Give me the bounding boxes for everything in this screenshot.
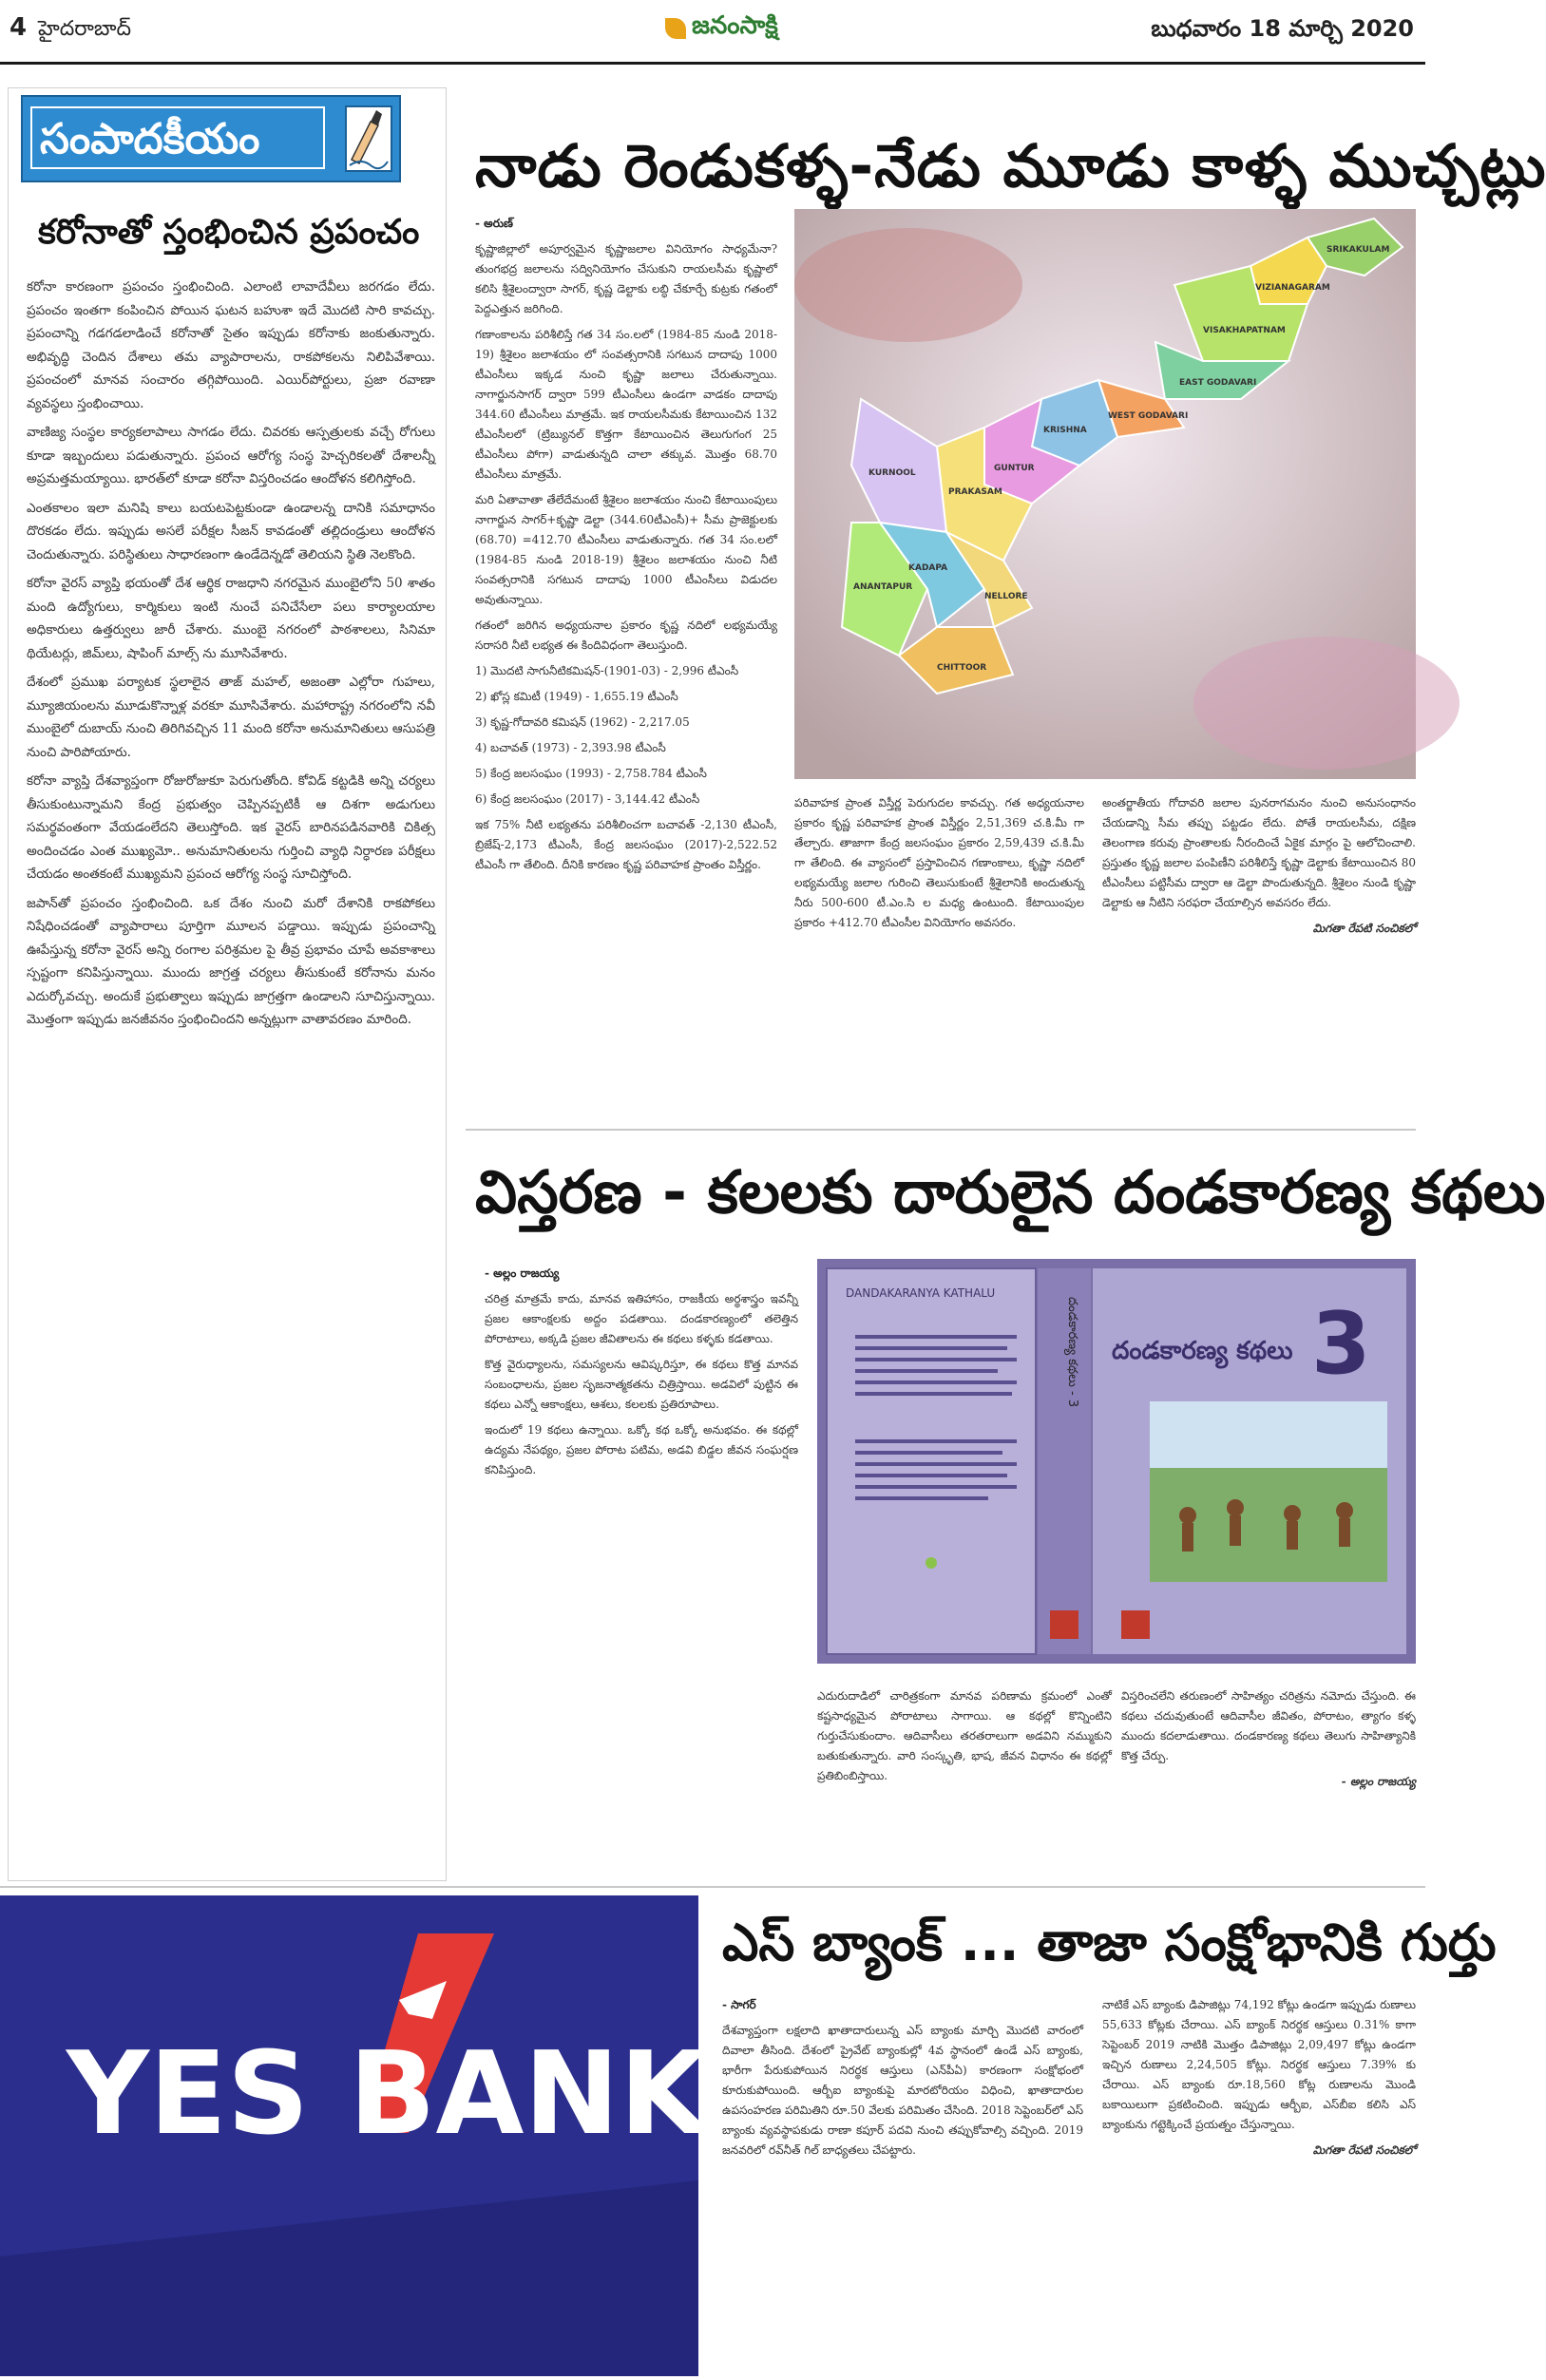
editorial-paragraph: కరోనా వ్యాప్తి దేశవ్యాప్తంగా రోజురోజుకూ పెరుగుతోంది. కోవిడ్ కట్టడికి అన్ని చర్యలు తీసుకుంటున్నామని కేంద్ర ప్రభుత్వం చెప్పినప్పటికీ ఆ దిశగా అడుగులు సమర్థవంతంగా వేయడంలేదని తెలుస్తోంది. ఇక వైరస్ బారినపడినవారికి చికిత్స అందించడం ఎంత ముఖ్యమో.. అనుమానితులను గుర్తించి వ్యాధి నిర్ధారణ పరీక్షలు చేయడం అంతకంటే ముఖ్యమని ప్రపంచ ఆరోగ్య సంస్థ సూచిస్తోంది. <box>27 773 435 882</box>
map-label: VIZIANAGARAM <box>1255 283 1330 293</box>
article2-paragraph: చరిత్ర మాత్రమే కాదు, మానవ ఇతిహాసం, రాజకీయ అర్థశాస్త్రం ఇవన్నీ ప్రజల ఆకాంక్షలకు అద్దం పడతాయి. దండకారణ్యంలో తలెత్తిన పోరాటాలు, అక్కడి ప్రజల జీవితాలను ఈ కథలు కళ్ళకు కడతాయి. <box>485 1292 798 1345</box>
continued-note: మిగతా రేపటి సంచికలో <box>1312 2143 1416 2157</box>
section-divider <box>0 1886 1425 1888</box>
article3-byline: - సాగర్ <box>722 1998 756 2011</box>
ap-map-photo <box>794 209 1416 779</box>
map-label: SRIKAKULAM <box>1327 245 1390 255</box>
map-label: CHITTOOR <box>937 663 987 673</box>
editorial-paragraph: దేశంలో ప్రముఖ పర్యాటక స్థలాలైన తాజ్ మహల్, అజంతా ఎల్లోరా గుహలు, మ్యూజియంలను మూడుకొన్నాళ్ల వరకూ మూసివేశారు. మహారాష్ట్ర నగరంలోని నవీ ముంబైలో దుబాయ్ నుంచి తిరిగివచ్చిన 11 మంది కరోనా అనుమానితులు ఆసుపత్రి నుంచి పారిపోయారు. <box>27 675 435 760</box>
editorial-paragraph: కరోనా కారణంగా ప్రపంచం స్తంభించింది. ఎలాంటి లావాదేవీలు జరగడం లేదు. ప్రపంచం ఇంతగా కంపించిన పోయిన ఘటన బహుశా ఇదే మొదటి సారి కావచ్చు. ప్రపంచాన్ని గడగడలాడించే కరోనాతో సైతం ఇప్పుడు కరోనాకు జంకుతున్నారు. అభివృద్ధి చెందిన దేశాలు తమ వ్యాపారాలను, రాకపోకలను నిలిపివేశాయి. ప్రపంచంలో మానవ సంచారం తగ్గిపోయింది. ఎయిర్‌పోర్టులు, ప్రజా రవాణా వ్యవస్థలు స్తంభించాయి. <box>27 279 435 411</box>
map-label: KURNOOL <box>868 468 916 478</box>
leaf-logo-icon <box>665 18 686 39</box>
article1-paragraph: మరి ఏతావాతా తేలేదేమంటే శ్రీశైలం జలాశయం నుంచి కేటాయింపులు నాగార్జున సాగర్+కృష్ణా డెల్టా (344.60టీఎంసీ)+ సీమ ప్రాజెక్టులకు (68.70) =412.70 టీఎంసీలు వాడుతున్నారు. గత 34 సం.లలో (1984-85 నుండి 2018-19) శ్రీశైలం జలాశయం నుంచి నీటి సంవత్సరానికి సగటున దాదాపు 1000 టీఎంసీలు విడుదల అవుతున్నాయి. <box>475 493 777 606</box>
book-cover-photo <box>817 1259 1416 1664</box>
book-title-telugu: దండకారణ్య కథలు <box>1112 1337 1293 1365</box>
page-header <box>0 0 1425 65</box>
article1-paragraph: గతంలో జరిగిన అధ్యయనాల ప్రకారం కృష్ణ నదిలో లభ్యమయ్యే సరాసరి నీటి లభ్యత ఈ కిందివిధంగా తెలుస్తుంది. <box>475 619 777 652</box>
section-divider <box>466 1129 1416 1131</box>
article1-table-note: ఇక 75% నీటి లభ్యతను పరిశీలించగా బచావత్ -2,130 టీఎంసీ, బ్రిజేష్-2,173 టీఎంసీ, కేంద్ర జలసంఘం (2017)-2,522.52 టీఎంసీ గా తేలింది. దీనికి కారణం కృష్ణ పరివాహక ప్రాంతం విస్తీర్ణం. <box>475 818 777 871</box>
masthead-title: జనంసాక్షి <box>692 11 778 40</box>
editorial-paragraph: కరోనా వైరస్ వ్యాప్తి భయంతో దేశ ఆర్థిక రాజధాని నగరమైన ముంబైలోని 50 శాతం మంది ఉద్యోగులు, కార్మికులు ఇంటి నుంచే పనిచేసేలా పలు కార్యాలయాల అధికారులు ఉత్తర్వులు జారీ చేశారు. ముంబై నగరంలో పాఠశాలలు, సినిమా థియేటర్లు, జిమ్‌లు, షాపింగ్ మాల్స్ ను మూసివేశారు. <box>27 576 435 661</box>
article2-paragraph: ఇందులో 19 కథలు ఉన్నాయి. ఒక్కో కథ ఒక్కో అనుభవం. ఈ కథల్లో ఉద్యమ నేపథ్యం, ప్రజల పోరాట పటిమ, అడవి బిడ్డల జీవన సంఘర్షణ కనిపిస్తుంది. <box>485 1423 798 1476</box>
masthead <box>665 11 778 46</box>
article2-column-2 <box>817 1686 1112 1876</box>
map-label: VISAKHAPATNAM <box>1203 326 1286 335</box>
article1-headline: నాడు రెండుకళ్ళ-నేడు మూడు కాళ్ళ ముచ్చట్లు <box>475 131 1546 200</box>
article1-byline: - అరుణ్ <box>475 217 513 230</box>
yes-bank-image <box>0 1895 708 2376</box>
map-label: EAST GODAVARI <box>1179 378 1257 388</box>
map-label: KADAPA <box>908 563 948 573</box>
article2-paragraph: కొత్త వైరుధ్యాలను, సమస్యలను ఆవిష్కరిస్తూ, ఈ కథలు కొత్త మానవ సంబంధాలను, ప్రజల సృజనాత్మకతను చిత్రిస్తాయి. అడవిలో పుట్టిన ఈ కథలు ఎన్నో ఆకాంక్షలు, ఆశలు, కలలకు ప్రతిరూపాలు. <box>485 1358 798 1411</box>
pen-hand-icon <box>342 103 395 175</box>
article1-paragraph: కృష్ణాజిల్లాలో అపూర్వమైన కృష్ణాజలాల వినియోగం సాధ్యమేనా? తుంగభద్ర జలాలను సద్వినియోగం చేసుకుని రాయలసీమ కృష్ణాలో కలిసి శ్రీశైలంద్వారా సాగర్, కృష్ణ డెల్టాకు లబ్ధి చేకూర్చే కుట్రకు గతంలో పెద్దఎత్తున జరిగింది. <box>475 242 777 315</box>
estimate-row: 1) మొదటి సాగునీటికమిషన్-(1901-03) - 2,996 టీఎంసీ <box>475 664 739 677</box>
editorial-paragraph: ఎంతకాలం ఇలా మనిషి కాలు బయటపెట్టకుండా ఉండాలన్న దానికి సమాధానం దొరకడం లేదు. ఇప్పుడు అసలే పరీక్షల సీజన్ కావడంతో తల్లిదండ్రులు ఆందోళన చెందుతున్నారు. పరిస్థితులు సాధారణంగా ఉండేదెన్నడో తెలియని స్థితి నెలకొంది. <box>27 500 435 562</box>
estimate-row: 3) కృష్ణ-గోదావరి కమిషన్ (1962) - 2,217.05 <box>475 715 690 729</box>
map-label: KRISHNA <box>1043 426 1087 435</box>
article1-column-3 <box>1102 793 1416 1192</box>
article3-column-1 <box>722 1995 1083 2370</box>
editorial-body <box>27 276 435 1872</box>
article1-paragraph: గణాంకాలను పరిశీలిస్తే గత 34 సం.లలో (1984-85 నుండి 2018-19) శ్రీశైలం జలాశయం లో సంవత్సరానికి సగటున దాదాపు 1000 టీఎంసీలు ఇక్కడ నుంచి కృష్ణా జలాలు చేరుతున్నాయి. నాగార్జునసాగర్ ద్వారా 599 టీఎంసీలు ఉండగా వాడకం దాదాపు 344.60 టీఎంసీలు మాత్రమే. ఇక రాయలసీమకు కేటాయించిన 132 టీఎంసీలలో (ట్రిబ్యునల్ కొత్తగా కేటాయించిన తెలుగుగంగ 25 టీఎంసీలు పోగా) వాడుతున్నది చాలా తక్కువ. మొత్తం 68.70 టీఎంసీలు మాత్రమే. <box>475 328 777 481</box>
map-label: WEST GODAVARI <box>1108 411 1189 421</box>
issue-date: బుధవారం 18 మార్చి 2020 <box>1151 15 1414 42</box>
editorial-banner-label: సంపాదకీయం <box>30 106 325 169</box>
article2-author: - అల్లం రాజయ్య <box>1341 1775 1416 1788</box>
map-label: NELLORE <box>984 592 1028 601</box>
estimate-row: 6) కేంద్ర జలసంఘం (2017) - 3,144.42 టీఎంసీ <box>475 792 700 806</box>
article3-column-2 <box>1102 1995 1416 2370</box>
page-number: 4 <box>10 13 28 42</box>
book-covers-illustration <box>817 1259 1416 1664</box>
editorial-paragraph: వాణిజ్య సంస్థల కార్యకలాపాలు సాగడం లేదు. చివరకు ఆస్పత్రులకు వచ్చే రోగులు కూడా ఇబ్బందులు పడుతున్నారు. ప్రపంచ ఆరోగ్య సంస్థ హెచ్చరికలతో దేశాలన్నీ అప్రమత్తమయ్యాయి. భారత్‌లో కూడా కరోనా విస్తరించడం ఆందోళన కలిగిస్తోంది. <box>27 425 435 486</box>
article1-column-2 <box>794 793 1084 1192</box>
article2-left-column <box>485 1264 798 1872</box>
continued-note: మిగతా రేపటి సంచికలో <box>1312 922 1416 935</box>
article1-left-column <box>475 214 777 1173</box>
article2-byline: - అల్లం రాజయ్య <box>485 1266 560 1280</box>
article2-column-3 <box>1121 1686 1416 1876</box>
book-volume-number: 3 <box>1311 1294 1371 1394</box>
map-label: ANANTAPUR <box>853 582 913 592</box>
book-title-english: DANDAKARANYA KATHALU <box>846 1286 996 1300</box>
editorial-title: కరోనాతో స్తంభించిన ప్రపంచం <box>38 213 420 252</box>
estimate-row: 2) ఖోస్ల కమిటీ (1949) - 1,655.19 టీఎంసీ <box>475 690 678 703</box>
estimate-row: 4) బచావత్ (1973) - 2,393.98 టీఎంసీ <box>475 741 666 754</box>
andhra-pradesh-map <box>794 209 1416 779</box>
article2-headline: విస్తరణ - కలలకు దారులైన దండకారణ్య కథలు <box>475 1157 1546 1227</box>
editorial-paragraph: జపాన్‌తో ప్రపంచం స్తంభించింది. ఒక దేశం నుంచి మరో దేశానికి రాకపోకలు నిషేధించడంతో వ్యాపారాలు పూర్తిగా మూలన పడ్డాయి. ఇప్పుడు ప్రపంచాన్ని ఊపేస్తున్న కరోనా వైరస్ అన్ని రంగాల పరిశ్రమల పై తీవ్ర ప్రభావం చూపే అవకాశాలు స్పష్టంగా కనిపిస్తున్నాయి. ముందు జాగ్రత్త చర్యలు తీసుకుంటే కరోనాను మనం ఎదుర్కోవచ్చు. అందుకే ప్రభుత్వాలు ఇప్పుడు జాగ్రత్తగా ఉండాలని సూచిస్తున్నాయి. మొత్తంగా ఇప్పుడు జనజీవనం స్తంభించిందని అన్నట్లుగా వాతావరణం మారింది. <box>27 895 435 1027</box>
edition-city: హైదరాబాద్ <box>38 17 131 41</box>
article2-paragraph: విస్తరించలేని తరుణంలో సాహిత్యం చరిత్రను నమోదు చేస్తుంది. ఈ కథలు చదువుతుంటే ఆదివాసీల జీవితం, పోరాటం, త్యాగం కళ్ళ ముందు కదలాడుతాయి. దండకారణ్య కథలు తెలుగు సాహిత్యానికి కొత్త చేర్పు. <box>1121 1689 1416 1762</box>
yes-bank-wordmark: YES BANK <box>67 2028 708 2161</box>
estimate-row: 5) కేంద్ర జలసంఘం (1993) - 2,758.784 టీఎంసీ <box>475 767 707 780</box>
article1-paragraph: పరివాహక ప్రాంత విస్తీర్ణ పెరుగుదల కావచ్చు. గత అధ్యయనాల ప్రకారం కృష్ణ పరివాహక ప్రాంత విస్తీర్ణం 2,51,369 చ.కి.మీ గా తేల్చారు. తాజాగా కేంద్ర జలసంఘం ప్రకారం 2,59,439 చ.కి.మీ గా తేలింది. ఈ వ్యాసంలో ప్రస్తావించిన గణాంకాలు, కృష్ణా నదిలో లభ్యమయ్యే జలాల గురించి తెలుసుకుంటే శ్రీశైలానికి అందుతున్న నీరు 500-600 టీ.ఎం.సి ల మధ్య ఉంటుంది. కేటాయింపుల ప్రకారం +412.70 టీఎంసీల వినియోగం అవసరం. <box>794 796 1084 929</box>
article3-paragraph: నాటికే ఎస్ బ్యాంకు డిపాజిట్లు 74,192 కోట్లు ఉండగా ఇప్పుడు రుణాలు 55,633 కోట్లకు చేరాయి. ఎస్ బ్యాంక్‌ నిరర్థక ఆస్తులు 0.31% కాగా సెప్టెంబర్ 2019 నాటికి మొత్తం డిపాజిట్లు 2,09,497 కోట్లు ఉండగా ఇచ్చిన రుణాలు 2,24,505 కోట్లు. నిరర్థక ఆస్తులు 7.39% కు చేరాయి. ఎస్ బ్యాంకు రూ.18,560 కోట్ల రుణాలను మొండి బకాయిలుగా ప్రకటించింది. ఇప్పుడు ఆర్బీఐ, ఎస్‌బీఐ కలిసి ఎస్ బ్యాంకును గట్టెక్కించే ప్రయత్నం చేస్తున్నాయి. <box>1102 1998 1416 2131</box>
map-label: PRAKASAM <box>948 487 1002 497</box>
article1-paragraph: అంతర్జాతీయ గోదావరి జలాల పునరాగమనం నుంచి అనుసంధానం చేయడాన్ని సీమ తప్పు పట్టడం లేదు. పోతే రాయలసీమ, దక్షిణ తెలంగాణ కరువు ప్రాంతాలకు నీరందించే ఏకైక మార్గం పై ఆలోచించాలి. ప్రస్తుతం కృష్ణ జలాల పంపిణీని పరిశీలిస్తే కృష్ణా డెల్టాకు కేటాయించిన 80 టీఎంసీలు పట్టిసీమ ద్వారా ఆ డెల్టా పొందుతున్నది. శ్రీశైలం నుండి కృష్ణా డెల్టాకు ఆ నీటిని సరఫరా చేయాల్సిన అవసరం లేదు. <box>1102 796 1416 909</box>
article2-paragraph: ఎదురుదాడిలో చారిత్రకంగా మానవ పరిణామ క్రమంలో ఎంతో కష్టసాధ్యమైన పోరాటాలు సాగాయి. ఆ కథల్లో కొన్నింటిని గుర్తుచేసుకుందాం. ఆదివాసీలు తరతరాలుగా అడవిని నమ్ముకుని బతుకుతున్నారు. వారి సంస్కృతి, భాష, జీవన విధానం ఈ కథల్లో ప్రతిబింబిస్తాయి. <box>817 1689 1112 1782</box>
book-spine-title: దండకారణ్య కథలు - 3 <box>1065 1297 1079 1408</box>
article3-paragraph: దేశవ్యాప్తంగా లక్షలాది ఖాతాదారులున్న ఎస్ బ్యాంకు మార్చి మొదటి వారంలో దివాలా తీసింది. దేశంలో ప్రైవేట్ బ్యాంకుల్లో 4వ స్థానంలో ఉండే ఎస్ బ్యాంకు, భారీగా పేరుకుపోయిన నిరర్థక ఆస్తులు (ఎన్‌పీఏ) కారణంగా సంక్షోభంలో కూరుకుపోయింది. ఆర్బీఐ బ్యాంకుపై మారటోరియం విధించి, ఖాతాదారుల ఉపసంహరణ పరిమితిని రూ.50 వేలకు పరిమితం చేసింది. 2018 సెప్టెంబర్‌లో ఎస్ బ్యాంకు వ్యవస్థాపకుడు రాణా కపూర్‌ పదవి నుంచి తప్పుకోవాల్సి వచ్చింది. 2019 జనవరిలో రవ్‌నీత్ గిల్ బాధ్యతలు చేపట్టారు. <box>722 2024 1083 2157</box>
map-label: GUNTUR <box>994 464 1035 473</box>
article3-headline: ఎస్ బ్యాంక్ ... తాజా సంక్షోభానికి గుర్తు <box>722 1913 1497 1972</box>
yes-bank-logo <box>0 1895 708 2376</box>
